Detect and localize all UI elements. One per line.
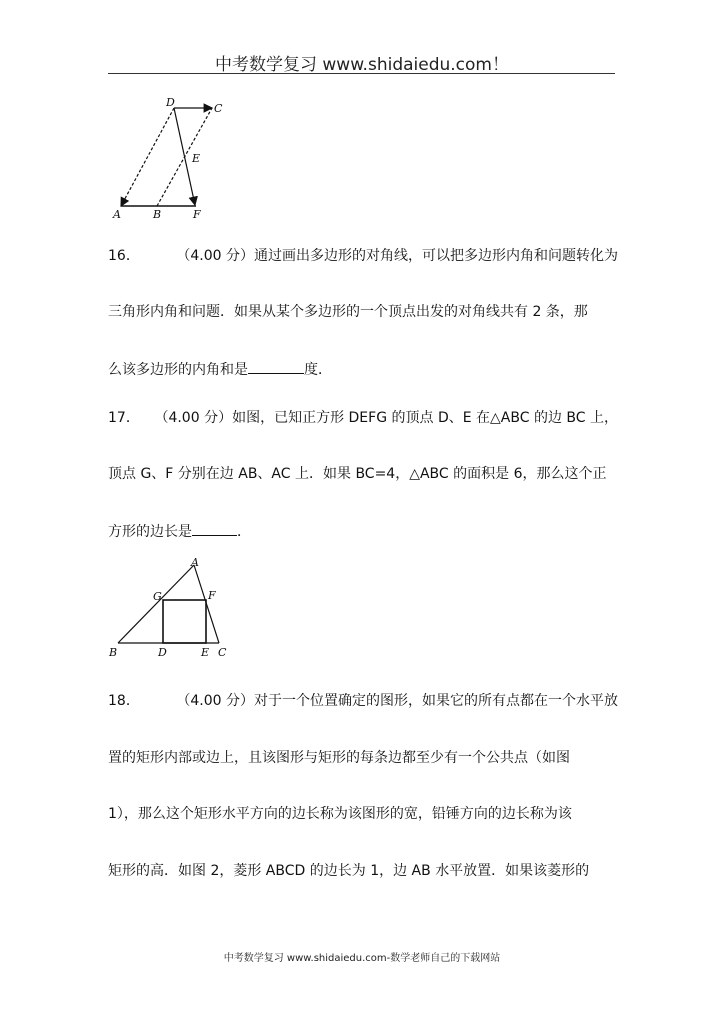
q17-line-3 [108,521,618,542]
q18-line-4: 矩形的高．如图 2，菱形 ABCD 的边长为 1，边 AB 水平放置．如果该菱形的 [108,863,590,879]
q16-line-3 [108,359,618,380]
label-b: B [153,208,162,221]
label-b: B [109,646,118,659]
label-g: G [153,590,162,603]
q17-text-3: 方形的边长是 [108,524,192,540]
q17-answer-blank[interactable] [192,521,237,536]
q17-line-1 [108,408,618,428]
q17-number: 17． [108,410,140,426]
label-d: D [166,96,175,109]
label-a: A [113,208,121,221]
page-header-title: 中考数学复习 www.shidaiedu.com！ [215,55,509,75]
q16-line-2: 三角形内角和问题．如果从某个多边形的一个顶点出发的对角线共有 2 条，那 [108,304,588,320]
q18-line-2: 置的矩形内部或边上，且该图形与矩形的每条边都至少有一个公共点（如图 [108,750,570,766]
q18-text-1: （4.00 分）对于一个位置确定的图形，如果它的所有点都在一个水平放 [176,693,618,709]
q16-text-1: （4.00 分）通过画出多边形的对角线，可以把多边形内角和问题转化为 [176,248,618,264]
segment-bc [157,108,212,206]
label-f: F [208,589,216,602]
q17-text-1: （4.00 分）如图，已知正方形 DEFG 的顶点 D、E 在△ABC 的边 BC 上， [154,410,618,426]
q18-line-1 [108,691,618,711]
q16-answer-blank[interactable] [248,359,304,374]
label-a: A [191,556,199,569]
label-d: D [158,646,167,659]
q16-line-1 [108,246,618,266]
segment-ab [118,565,194,643]
figure-vectors-parallelogram [108,92,238,222]
segment-da [121,108,174,206]
q17-line-2: 顶点 G、F 分别在边 AB、AC 上．如果 BC=4，△ABC 的面积是 6，那么这个正 [108,466,607,482]
label-c: C [218,646,227,659]
q16-text-3: 么该多边形的内角和是 [108,362,248,378]
square-defg [163,600,206,643]
q18-number: 18． [108,693,140,709]
header-divider [108,73,615,74]
label-e: E [201,646,210,659]
label-e: E [192,152,201,165]
q16-number: 16． [108,248,140,264]
page-footer: 中考数学复习 www.shidaiedu.com-数学老师自己的下载网站 [223,953,501,964]
figure-triangle-square [106,555,236,660]
q18-line-3: 1），那么这个矩形水平方向的边长称为该图形的宽，铅锤方向的边长称为该 [108,806,572,822]
label-f: F [193,208,201,221]
label-c: C [214,102,223,115]
q17-text-3-end: ． [237,524,251,540]
q16-text-3-end: 度． [304,362,332,378]
